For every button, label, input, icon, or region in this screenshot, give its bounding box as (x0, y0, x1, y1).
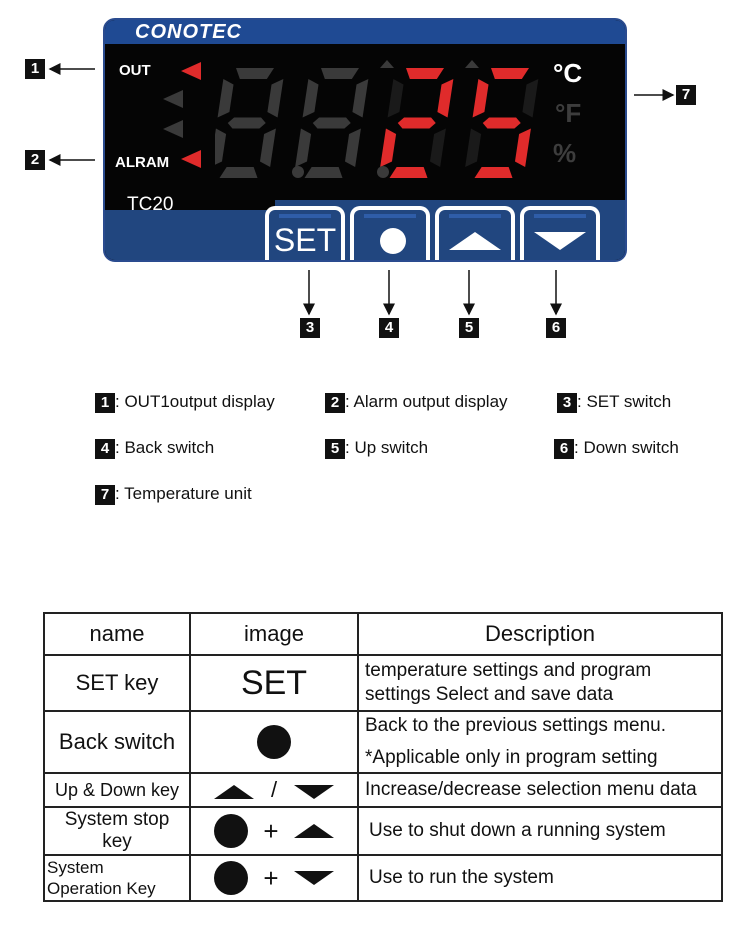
legend-item: 1 : OUT1output display (95, 392, 275, 413)
down-arrow-icon (294, 871, 334, 885)
legend-item: 2 : Alarm output display (325, 392, 508, 413)
circle-icon (257, 725, 291, 759)
row-description: Increase/decrease selection menu data (358, 773, 722, 807)
model-label: TC20 (127, 194, 174, 215)
callout-arrows (0, 0, 753, 350)
legend-item: 3 : SET switch (557, 392, 671, 413)
up-arrow-icon (294, 824, 334, 838)
unit-percent: % (553, 138, 577, 168)
brand-logo: CONOTEC (135, 21, 242, 43)
set-button-label: SET (273, 222, 337, 258)
marker-2: 2 (25, 150, 45, 170)
row-description: temperature settings and program settings Select and save data (358, 655, 722, 711)
back-image (190, 711, 358, 773)
down-arrow-icon (294, 785, 334, 799)
marker-5: 5 (459, 318, 479, 338)
row-name: SET key (44, 655, 190, 711)
table-row (44, 773, 722, 807)
header-description: Description (358, 613, 722, 655)
marker-3: 3 (300, 318, 320, 338)
set-image: SET (190, 655, 358, 711)
row-name: System stop key (44, 807, 190, 855)
operation-image: + (190, 855, 358, 901)
table-header-row (44, 613, 722, 655)
marker-4: 4 (379, 318, 399, 338)
out-label: OUT (119, 62, 151, 79)
table-row (44, 855, 722, 901)
marker-6: 6 (546, 318, 566, 338)
row-name: System Operation Key (44, 855, 190, 901)
marker-7: 7 (676, 85, 696, 105)
up-arrow-icon (214, 785, 254, 799)
stop-image: + (190, 807, 358, 855)
legend-item: 7 : Temperature unit (95, 484, 252, 505)
circle-icon (214, 814, 248, 848)
table-row (44, 711, 722, 773)
row-name: Back switch (44, 711, 190, 773)
keys-table (43, 612, 723, 902)
legend-item: 6 : Down switch (554, 438, 679, 459)
alarm-label: ALRAM (115, 154, 170, 171)
marker-1: 1 (25, 59, 45, 79)
row-description: Back to the previous settings menu. *Applicable only in program setting (358, 711, 722, 773)
row-name: Up & Down key (44, 773, 190, 807)
row-description: Use to shut down a running system (358, 807, 722, 855)
header-name: name (44, 613, 190, 655)
unit-fahrenheit: °F (555, 98, 582, 128)
legend-item: 4 : Back switch (95, 438, 214, 459)
legend-item: 5 : Up switch (325, 438, 428, 459)
unit-celsius: °C (553, 58, 583, 88)
header-image: image (190, 613, 358, 655)
table-row (44, 655, 722, 711)
up-down-image: / (190, 773, 358, 807)
table-row (44, 807, 722, 855)
circle-icon (214, 861, 248, 895)
row-description: Use to run the system (358, 855, 722, 901)
